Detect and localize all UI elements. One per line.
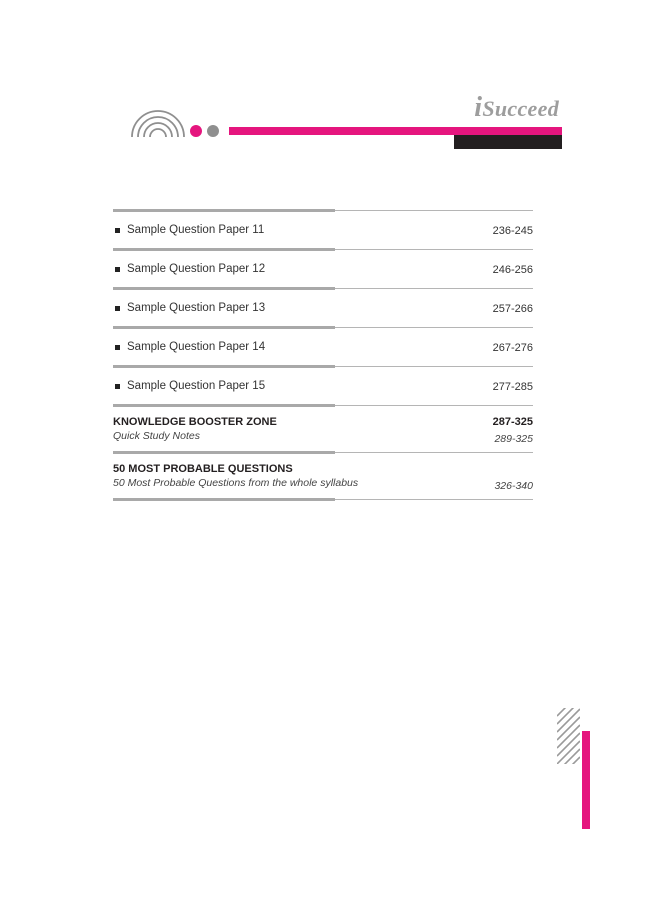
toc-item-paper-12[interactable]	[113, 251, 533, 287]
divider	[113, 498, 533, 501]
square-bullet-icon	[115, 345, 120, 350]
toc-item-label: Sample Question Paper 13	[127, 302, 266, 314]
header-dark-bar	[454, 135, 562, 149]
toc-item-label: Sample Question Paper 15	[127, 380, 266, 392]
square-bullet-icon	[115, 306, 120, 311]
toc-section-knowledge-booster[interactable]	[113, 407, 533, 451]
toc-item-pages: 257-266	[492, 303, 533, 315]
toc-item-label: Sample Question Paper 14	[127, 341, 266, 353]
section-sub-pages: 289-325	[494, 433, 533, 445]
toc-item-paper-13[interactable]	[113, 290, 533, 326]
section-pages: 287-325	[492, 416, 533, 428]
square-bullet-icon	[115, 228, 120, 233]
toc-item-pages: 267-276	[492, 342, 533, 354]
section-title: KNOWLEDGE BOOSTER ZONE	[113, 416, 277, 428]
hatch-pattern-icon	[557, 708, 580, 764]
gray-dot	[207, 125, 219, 137]
section-subtitle: Quick Study Notes	[113, 430, 200, 442]
toc-item-pages: 246-256	[492, 264, 533, 276]
toc-item-pages: 236-245	[492, 225, 533, 237]
brand-name: Succeed	[482, 96, 559, 121]
section-subtitle: 50 Most Probable Questions from the whole syllabus	[113, 477, 359, 489]
brand-prefix: i	[474, 92, 483, 123]
brand-logo	[474, 92, 559, 124]
toc-section-most-probable[interactable]	[113, 454, 533, 498]
square-bullet-icon	[115, 384, 120, 389]
pink-dot	[190, 125, 202, 137]
section-title: 50 MOST PROBABLE QUESTIONS	[113, 463, 293, 475]
toc-item-paper-14[interactable]	[113, 329, 533, 365]
toc-item-paper-15[interactable]	[113, 368, 533, 404]
section-sub-pages: 326-340	[494, 480, 533, 492]
rainbow-arcs-icon	[130, 106, 186, 138]
side-accent-bar	[582, 731, 590, 829]
table-of-contents	[113, 209, 533, 501]
toc-item-label: Sample Question Paper 12	[127, 263, 266, 275]
toc-item-pages: 277-285	[492, 381, 533, 393]
toc-item-label: Sample Question Paper 11	[127, 224, 265, 236]
header-accent-bar	[229, 127, 562, 135]
toc-item-paper-11[interactable]	[113, 212, 533, 248]
square-bullet-icon	[115, 267, 120, 272]
